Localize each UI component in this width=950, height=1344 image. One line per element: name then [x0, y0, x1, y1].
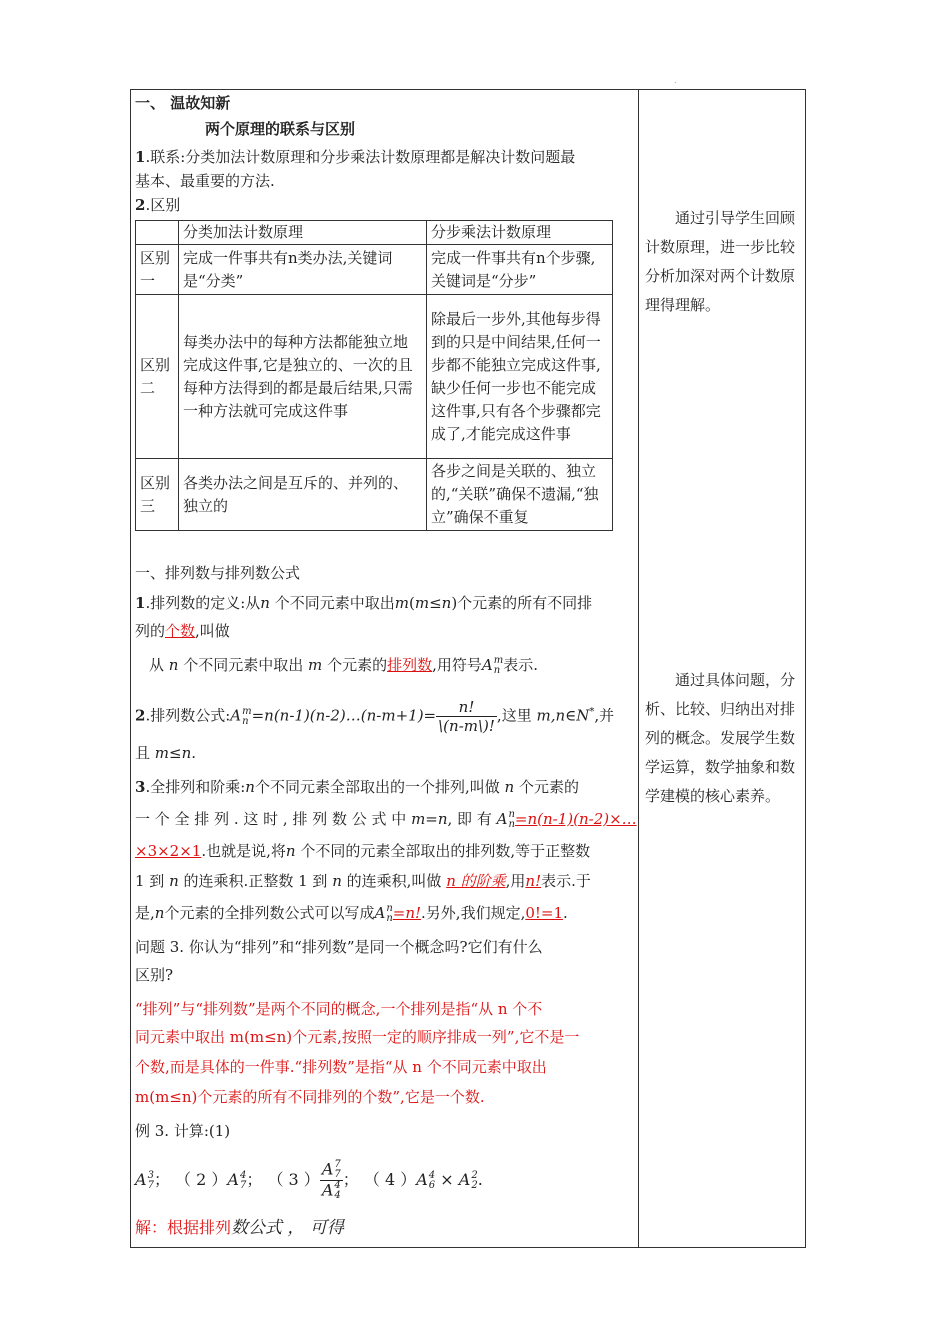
- row-mul: 完成一件事共有n个步骤,关键词是“分步”: [427, 245, 613, 295]
- link-line1: 1.联系:分类加法计数原理和分步乘法计数原理都是解决计数问题最: [135, 148, 576, 166]
- row-add: 完成一件事共有n类办法,关键词是“分类”: [179, 245, 427, 295]
- formula-line2: 且 m≤n.: [135, 744, 197, 762]
- question3-line2: 区别?: [135, 966, 174, 984]
- n-factorial-term: n 的阶乘: [446, 872, 506, 890]
- table-row: [136, 295, 613, 459]
- example3-items: A 3 7 ； （ 2 ）A 4 7 ； （ 3 ） A 7 7 A 4 4 ； （ 4 ）A 4 6 × A 2 2 .: [135, 1159, 483, 1201]
- answer-line1: “排列”与“排列数”是两个不同的概念,一个排列是指“从 n 个不: [135, 1000, 543, 1018]
- table-row: [136, 221, 613, 245]
- def-line3: 从 n 个不同元素中取出 m 个元素的排列数,用符号A m n 表示.: [149, 655, 538, 676]
- blank-count: 个数: [165, 622, 196, 640]
- answer-line2: 同元素中取出 m(m≤n)个元素,按照一定的顺序排成一列”,它不是一: [135, 1028, 580, 1046]
- column-divider: [638, 90, 639, 1247]
- def-line2: 列的个数,叫做: [135, 622, 230, 640]
- example-fraction: A 7 7 A 4 4: [321, 1159, 341, 1201]
- row-label: 区别一: [136, 245, 179, 295]
- question3-line1: 问题 3. 你认为“排列”和“排列数”是同一个概念吗?它们有什么: [135, 938, 543, 956]
- answer-line3: 个数,而是具体的一件事.“排列数”是指“从 n 个不同元素中取出: [135, 1058, 547, 1076]
- row-add: 各类办法之间是互斥的、并列的、独立的: [179, 459, 427, 531]
- section2-heading: 一、排列数与排列数公式: [135, 564, 301, 582]
- section1-heading: 一、 温故知新: [135, 94, 231, 112]
- formula-line: 2.排列数公式:A m n =n(n-1)(n-2)…(n-m+1)= $\frac{n!}{\backslash(n-m\backslash)!}$ ,这里 m,n∈N*,并: [135, 698, 615, 735]
- section1-subtitle: 两个原理的联系与区别: [205, 120, 356, 138]
- row-add: 每类办法中的每种方法都能独立地完成这件事,它是独立的、一次的且每种方法得到的都是最后结果,只需一种方法就可完成这件事: [179, 295, 427, 459]
- diff-line: 2.区别: [135, 196, 181, 214]
- factorial-expansion: =n(n-1)(n-2)×…: [514, 810, 637, 828]
- compare-table: [135, 220, 613, 531]
- row-mul: 各步之间是关联的、独立的,“关联”确保不遗漏,“独立”确保不重复: [427, 459, 613, 531]
- full-line3: ×3×2×1.也就是说,将n 个不同的元素全部取出的排列数,等于正整数: [135, 842, 591, 860]
- link-line2: 基本、最重要的方法.: [135, 172, 275, 190]
- lesson-table: [130, 89, 806, 1248]
- def-line1: 1.排列数的定义:从n 个不同元素中取出m(m≤n)个元素的所有不同排: [135, 594, 593, 612]
- page-mark: .: [674, 76, 677, 85]
- row-label: 区别三: [136, 459, 179, 531]
- side-note-2: 通过具体问题，分析、比较、归纳出对排列的概念。发展学生数学运算，数学抽象和数学建模的核心素养。: [645, 671, 796, 805]
- solution-line: 解：根据排列数公式 ， 可得: [135, 1218, 344, 1238]
- row-mul: 除最后一步外,其他每步得到的只是中间结果,任何一步都不能独立完成这件事,缺少任何一步也不能完成这件事,只有各个步骤都完成了,才能完成这件事: [427, 295, 613, 459]
- full-line1: 3.全排列和阶乘:n个不同元素全部取出的一个排列,叫做 n 个元素的: [135, 778, 579, 796]
- full-line5: 是,n个元素的全排列数公式可以写成A n n =n!.另外,我们规定,0!=1.: [135, 903, 568, 924]
- blank-perm-count: 排列数: [387, 656, 433, 674]
- header-empty: [136, 221, 179, 245]
- formula-fraction: $\frac{n!}{\backslash(n-m\backslash)!}$: [438, 698, 495, 735]
- full-line4: 1 到 n 的连乘积.正整数 1 到 n 的连乘积,叫做 n 的阶乘,用n!表示.于: [135, 872, 591, 890]
- answer-line4: m(m≤n)个元素的所有不同排列的个数”,它是一个数.: [135, 1088, 485, 1106]
- header-add: 分类加法计数原理: [179, 221, 427, 245]
- row-label: 区别二: [136, 295, 179, 459]
- header-mul: 分步乘法计数原理: [427, 221, 613, 245]
- side-note-1: 通过引导学生回顾计数原理，进一步比较分析加深对两个计数原理得理解。: [645, 209, 796, 314]
- example3-title: 例 3. 计算:(1): [135, 1122, 231, 1140]
- table-row: [136, 459, 613, 531]
- full-line2: 一 个 全 排 列 . 这 时 , 排 列 数 公 式 中 m=n, 即 有 A n n =n(n-1)(n-2)×…: [135, 809, 637, 830]
- table-row: [136, 245, 613, 295]
